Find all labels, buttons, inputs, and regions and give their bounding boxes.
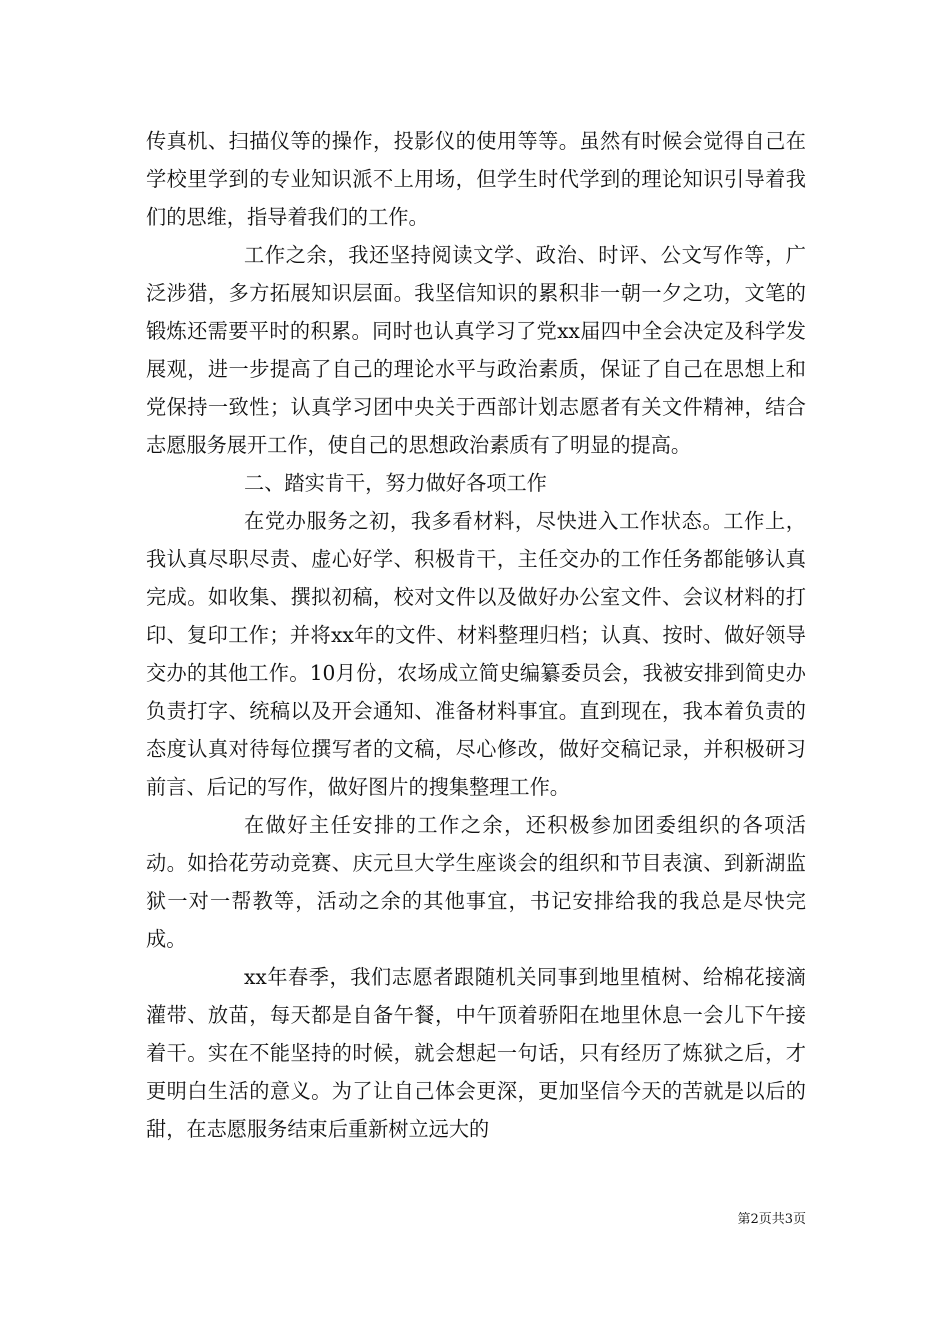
page-number-footer: 第2页共3页 — [737, 1212, 806, 1227]
paragraph-5: xx年春季，我们志愿者跟随机关同事到地里植树、给棉花接滴灌带、放苗，每天都是自备午餐，中午顶着骄阳在地里休息一会儿下午接着干。实在不能坚持的时候，就会想起一句话，只有经历了炼狱之后，才更明白生活的意义。为了让自己体会更深，更加坚信今天的苦就是以后的甜，在志愿服务结束后重新树立远大的 — [146, 965, 806, 1141]
paragraph-1: 传真机、扫描仪等的操作，投影仪的使用等等。虽然有时候会觉得自己在学校里学到的专业知识派不上用场，但学生时代学到的理论知识引导着我们的思维，指导着我们的工作。 — [146, 129, 806, 229]
paragraph-4: 在做好主任安排的工作之余，还积极参加团委组织的各项活动。如拾花劳动竞赛、庆元旦大学生座谈会的组织和节目表演、到新湖监狱一对一帮教等，活动之余的其他事宜，书记安排给我的我总是尽快完成。 — [146, 813, 806, 951]
paragraph-2: 工作之余，我还坚持阅读文学、政治、时评、公文写作等，广泛涉猎，多方拓展知识层面。我坚信知识的累积非一朝一夕之功，文笔的锻炼还需要平时的积累。同时也认真学习了党xx届四中全会决定及科学发展观，进一步提高了自己的理论水平与政治素质，保证了自己在思想上和党保持一致性；认真学习团中央关于西部计划志愿者有关文件精神，结合志愿服务展开工作，使自己的思想政治素质有了明显的提高。 — [146, 243, 806, 457]
paragraph-3: 在党办服务之初，我多看材料，尽快进入工作状态。工作上，我认真尽职尽责、虚心好学、积极肯干，主任交办的工作任务都能够认真完成。如收集、撰拟初稿，校对文件以及做好办公室文件、会议材料的打印、复印工作；并将xx年的文件、材料整理归档；认真、按时、做好领导交办的其他工作。10月份，农场成立简史编纂委员会，我被安排到简史办负责打字、统稿以及开会通知、准备材料事宜。直到现在，我本着负责的态度认真对待每位撰写者的文稿，尽心修改，做好交稿记录，并积极研习前言、后记的写作，做好图片的搜集整理工作。 — [146, 509, 806, 799]
document-body — [146, 122, 806, 1148]
section-heading: 二、踏实肯干，努力做好各项工作 — [244, 471, 547, 495]
